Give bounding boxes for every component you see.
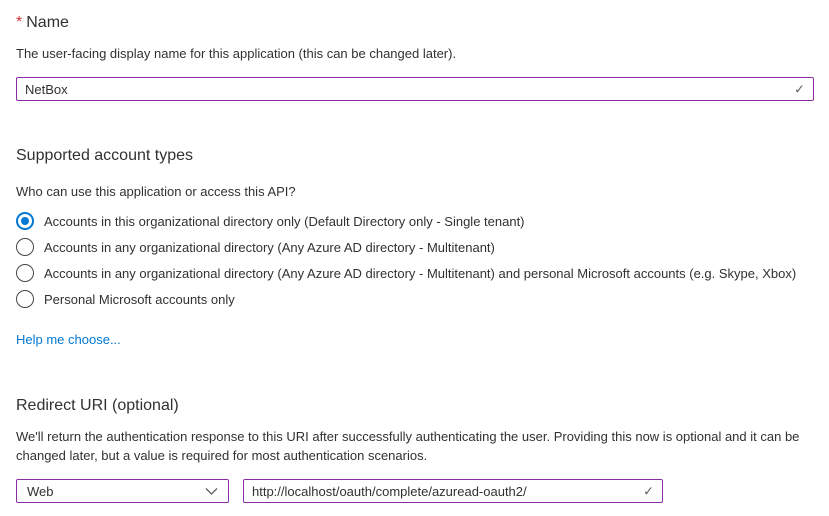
account-types-title: Supported account types bbox=[16, 147, 194, 164]
redirect-uri-input[interactable] bbox=[243, 479, 663, 503]
account-types-question: Who can use this application or access this API? bbox=[16, 184, 296, 199]
account-type-options bbox=[16, 208, 814, 312]
account-type-option[interactable] bbox=[16, 208, 814, 234]
account-type-option-label: Accounts in any organizational directory (Any Azure AD directory - Multitenant) and personal Microsoft accounts (e.g. Skype, Xbox) bbox=[44, 265, 797, 281]
check-icon: ✓ bbox=[643, 483, 654, 499]
account-type-option[interactable] bbox=[16, 286, 814, 312]
chevron-down-icon bbox=[205, 487, 218, 496]
account-type-option[interactable] bbox=[16, 234, 814, 260]
radio-unselected-icon[interactable] bbox=[16, 290, 34, 308]
name-input[interactable] bbox=[16, 77, 814, 101]
redirect-uri-description: We'll return the authentication response to this URI after successfully authenticating the user. Providing this now is optional and it can be changed later, but a value is required for most authentication scenarios. bbox=[16, 429, 800, 463]
help-me-choose-link[interactable]: Help me choose... bbox=[16, 332, 121, 347]
redirect-uri-input-wrap bbox=[243, 479, 663, 503]
radio-selected-icon[interactable] bbox=[16, 212, 34, 230]
platform-select-value: Web bbox=[27, 483, 54, 499]
check-icon: ✓ bbox=[794, 81, 805, 97]
account-type-option[interactable] bbox=[16, 260, 814, 286]
account-type-option-label: Personal Microsoft accounts only bbox=[44, 291, 235, 307]
radio-unselected-icon[interactable] bbox=[16, 264, 34, 282]
account-type-option-label: Accounts in this organizational directory only (Default Directory only - Single tenant) bbox=[44, 213, 525, 229]
name-description: The user-facing display name for this application (this can be changed later). bbox=[16, 46, 457, 61]
name-input-wrap bbox=[16, 77, 814, 101]
name-section-title bbox=[16, 12, 814, 33]
radio-unselected-icon[interactable] bbox=[16, 238, 34, 256]
platform-select[interactable] bbox=[16, 479, 229, 503]
redirect-uri-controls bbox=[16, 479, 814, 503]
account-type-option-label: Accounts in any organizational directory (Any Azure AD directory - Multitenant) bbox=[44, 239, 495, 255]
redirect-uri-title: Redirect URI (optional) bbox=[16, 397, 179, 414]
redirect-uri-section bbox=[16, 395, 814, 503]
required-asterisk: * bbox=[16, 14, 23, 31]
name-title-text: Name bbox=[26, 14, 69, 31]
account-types-section bbox=[16, 145, 814, 349]
